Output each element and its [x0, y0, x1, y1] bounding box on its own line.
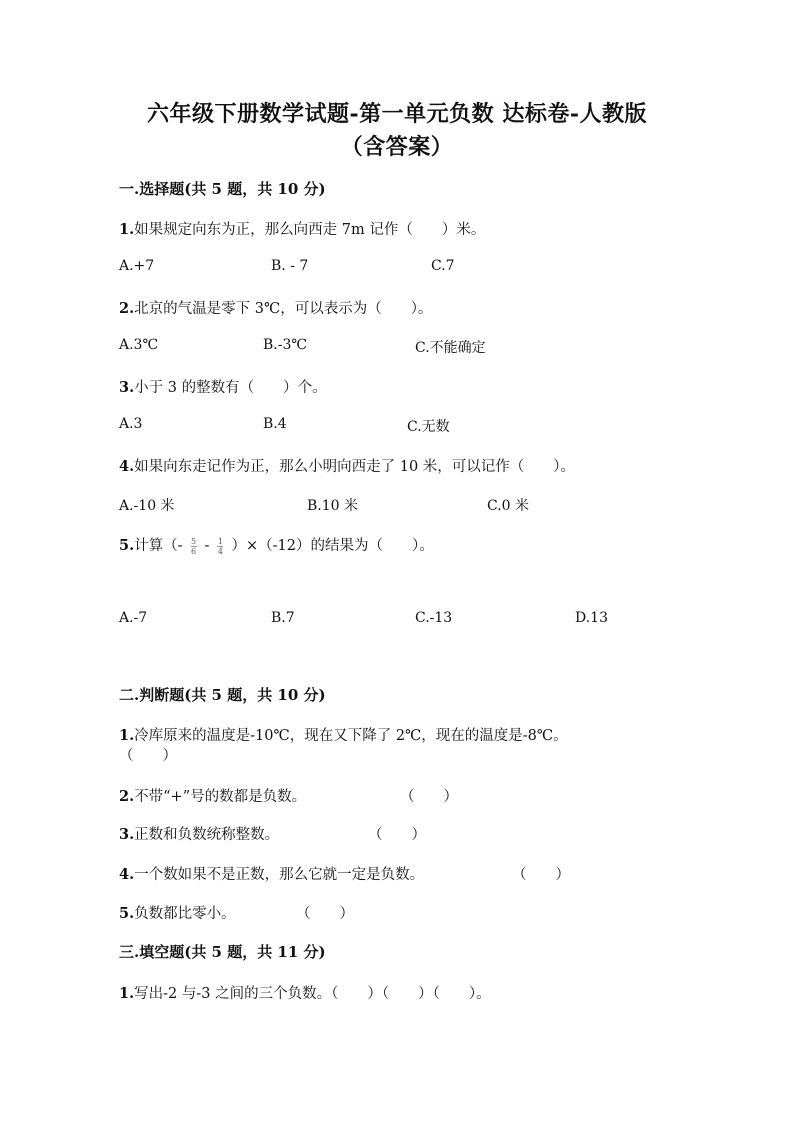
question-text: 北京的气温是零下 3℃，可以表示为（ ）。	[134, 301, 433, 317]
fraction-numerator: 1	[217, 536, 223, 546]
fraction-denominator: 6	[191, 546, 197, 556]
choice-question-4	[119, 455, 575, 476]
question-number: 4.	[119, 866, 135, 883]
question-number: 1.	[119, 727, 135, 744]
option-a: A.3	[119, 416, 143, 432]
option-c: C.7	[431, 258, 455, 274]
answer-parentheses: （ ）	[400, 789, 458, 805]
section-heading-choice: 一.选择题(共 5 题，共 10 分)	[119, 180, 326, 198]
judgement-question-4	[119, 863, 424, 884]
question-number: 5.	[119, 905, 135, 922]
question-number: 5.	[119, 537, 135, 554]
question-text: 小于 3 的整数有（ ）个。	[134, 380, 327, 396]
choice-question-5	[119, 534, 434, 556]
fill-blank-question-1	[119, 982, 491, 1003]
option-a: A.-10 米	[119, 498, 175, 514]
question-number: 4.	[119, 458, 135, 475]
option-c: C.-13	[415, 610, 453, 626]
question-text: 负数都比零小。	[134, 906, 236, 922]
question-text: 正数和负数统称整数。	[134, 827, 280, 843]
option-c: C.0 米	[487, 498, 530, 514]
page-subtitle: （含答案）	[340, 134, 454, 160]
question-text: 不带“+”号的数都是负数。	[134, 789, 307, 805]
question-text: 冷库原来的温度是-10℃，现在又下降了 2℃，现在的温度是-8℃。	[134, 728, 568, 744]
minus-sign: -	[204, 538, 210, 554]
option-c: C.无数	[407, 419, 450, 435]
option-b: B.7	[271, 610, 295, 626]
judgement-question-3	[119, 823, 279, 844]
option-b: B.4	[263, 416, 287, 432]
question-number: 3.	[119, 379, 135, 396]
option-b: B.-3℃	[263, 337, 308, 353]
judgement-question-1	[119, 724, 568, 745]
question-text: ）×（-12）的结果为（ ）。	[231, 538, 434, 554]
question-number: 1.	[119, 985, 135, 1002]
fraction	[191, 537, 197, 556]
fraction-denominator: 4	[217, 546, 223, 556]
section-heading-judgement: 二.判断题(共 5 题，共 10 分)	[119, 686, 326, 704]
answer-parentheses: （ ）	[512, 867, 570, 883]
choice-question-2	[119, 297, 432, 318]
question-text: 一个数如果不是正数，那么它就一定是负数。	[134, 867, 425, 883]
question-number: 2.	[119, 788, 135, 805]
option-b: B. - 7	[271, 258, 309, 274]
option-d: D.13	[575, 610, 608, 626]
question-number: 2.	[119, 300, 135, 317]
option-a: A.-7	[119, 610, 148, 626]
judgement-question-5	[119, 902, 236, 923]
section-heading-fill-blank: 三.填空题(共 5 题，共 11 分)	[119, 943, 326, 961]
question-number: 1.	[119, 221, 135, 238]
question-number: 3.	[119, 826, 135, 843]
answer-parentheses: （ ）	[296, 906, 354, 922]
answer-parentheses: （ ）	[119, 748, 177, 764]
fraction-numerator: 5	[191, 536, 197, 546]
question-text: 如果向东走记作为正，那么小明向西走了 10 米，可以记作（ ）。	[134, 459, 576, 475]
choice-question-1	[119, 218, 485, 239]
fraction	[217, 537, 223, 556]
choice-question-3	[119, 376, 327, 397]
judgement-question-2	[119, 785, 306, 806]
option-a: A.3℃	[119, 337, 159, 353]
question-text: 如果规定向东为正，那么向西走 7m 记作（ ）米。	[134, 222, 486, 238]
page-title: 六年级下册数学试题-第一单元负数 达标卷-人教版	[147, 101, 647, 127]
option-c: C.不能确定	[415, 340, 486, 356]
question-text: 写出-2 与-3 之间的三个负数。（ ）（ ）（ ）。	[134, 986, 491, 1002]
question-text: 计算（-	[134, 538, 183, 554]
option-b: B.10 米	[307, 498, 359, 514]
answer-parentheses: （ ）	[368, 827, 426, 843]
option-a: A.+7	[119, 258, 155, 274]
